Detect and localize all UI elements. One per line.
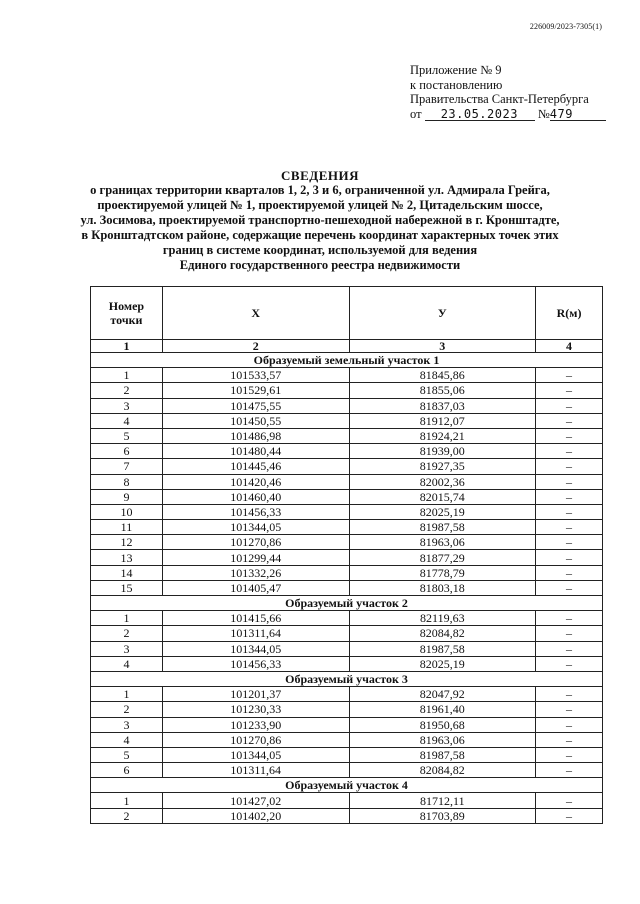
- cell-point-number: 7: [91, 459, 163, 474]
- cell-y: 82047,92: [349, 687, 536, 702]
- cell-x: 101475,55: [162, 398, 349, 413]
- cell-y: 81987,58: [349, 641, 536, 656]
- table-row: [91, 763, 603, 778]
- cell-point-number: 3: [91, 717, 163, 732]
- cell-radius: –: [536, 550, 603, 565]
- table-row: [91, 732, 603, 747]
- cell-radius: –: [536, 398, 603, 413]
- cell-radius: –: [536, 611, 603, 626]
- coordinates-table: [90, 286, 603, 824]
- cell-x: 101529,61: [162, 383, 349, 398]
- cell-x: 101344,05: [162, 641, 349, 656]
- cell-y: 82002,36: [349, 474, 536, 489]
- cell-point-number: 12: [91, 535, 163, 550]
- from-label: от: [410, 106, 422, 121]
- section-row: [91, 353, 603, 368]
- title-subtitle: [0, 183, 640, 273]
- cell-x: 101344,05: [162, 747, 349, 762]
- cell-point-number: 9: [91, 489, 163, 504]
- cell-y: 81963,06: [349, 535, 536, 550]
- table-row: [91, 489, 603, 504]
- cell-y: 81987,58: [349, 520, 536, 535]
- cell-point-number: 15: [91, 580, 163, 595]
- cell-x: 101405,47: [162, 580, 349, 595]
- section-row: [91, 778, 603, 793]
- cell-point-number: 4: [91, 656, 163, 671]
- table-row: [91, 550, 603, 565]
- section-title: Образуемый земельный участок 1: [91, 353, 603, 368]
- cell-x: 101445,46: [162, 459, 349, 474]
- cell-point-number: 2: [91, 808, 163, 823]
- table-row: [91, 428, 603, 443]
- cell-y: 82015,74: [349, 489, 536, 504]
- cell-y: 81927,35: [349, 459, 536, 474]
- cell-point-number: 3: [91, 641, 163, 656]
- cell-y: 82025,19: [349, 656, 536, 671]
- cell-radius: –: [536, 535, 603, 550]
- cell-x: 101270,86: [162, 732, 349, 747]
- date-underline: [425, 108, 535, 121]
- cell-y: 81987,58: [349, 747, 536, 762]
- cell-x: 101311,64: [162, 763, 349, 778]
- cell-x: 101332,26: [162, 565, 349, 580]
- cell-radius: –: [536, 641, 603, 656]
- decree-number: 479: [549, 106, 573, 121]
- cell-y: 81703,89: [349, 808, 536, 823]
- cell-x: 101415,66: [162, 611, 349, 626]
- cell-point-number: 4: [91, 413, 163, 428]
- column-number-row: [91, 340, 603, 353]
- cell-x: 101480,44: [162, 444, 349, 459]
- cell-radius: –: [536, 368, 603, 383]
- cell-radius: –: [536, 520, 603, 535]
- cell-x: 101270,86: [162, 535, 349, 550]
- title-line: в Кронштадтском районе, содержащие перечень координат характерных точек этих: [81, 228, 559, 242]
- table-row: [91, 565, 603, 580]
- cell-y: 81939,00: [349, 444, 536, 459]
- table-row: [91, 626, 603, 641]
- section-title: Образуемый участок 2: [91, 596, 603, 611]
- table-row: [91, 641, 603, 656]
- cell-y: 81803,18: [349, 580, 536, 595]
- document-id: 226009/2023-7305(1): [529, 22, 602, 31]
- cell-point-number: 10: [91, 504, 163, 519]
- cell-y: 81912,07: [349, 413, 536, 428]
- cell-x: 101402,20: [162, 808, 349, 823]
- table-row: [91, 504, 603, 519]
- section-title: Образуемый участок 4: [91, 778, 603, 793]
- table-row: [91, 793, 603, 808]
- cell-x: 101450,55: [162, 413, 349, 428]
- cell-x: 101420,46: [162, 474, 349, 489]
- section-title: Образуемый участок 3: [91, 671, 603, 686]
- appendix-block: [410, 63, 610, 121]
- cell-point-number: 2: [91, 702, 163, 717]
- cell-x: 101344,05: [162, 520, 349, 535]
- cell-x: 101486,98: [162, 428, 349, 443]
- table-row: [91, 611, 603, 626]
- decree-date: 23.05.2023: [440, 106, 518, 121]
- cell-point-number: 1: [91, 368, 163, 383]
- cell-radius: –: [536, 459, 603, 474]
- section-row: [91, 596, 603, 611]
- table-row: [91, 520, 603, 535]
- header-x: Х: [162, 287, 349, 340]
- cell-radius: –: [536, 732, 603, 747]
- cell-radius: –: [536, 383, 603, 398]
- table-row: [91, 580, 603, 595]
- cell-radius: –: [536, 656, 603, 671]
- title-line: ул. Зосимова, проектируемой транспортно-пешеходной набережной в г. Кронштадте,: [80, 213, 560, 227]
- cell-y: 82025,19: [349, 504, 536, 519]
- cell-x: 101460,40: [162, 489, 349, 504]
- cell-x: 101299,44: [162, 550, 349, 565]
- cell-y: 81877,29: [349, 550, 536, 565]
- cell-y: 81778,79: [349, 565, 536, 580]
- number-label: №: [537, 106, 550, 121]
- cell-y: 81712,11: [349, 793, 536, 808]
- cell-y: 81924,21: [349, 428, 536, 443]
- appendix-line-3: Правительства Санкт-Петербурга: [410, 92, 589, 106]
- table-row: [91, 717, 603, 732]
- cell-y: 81837,03: [349, 398, 536, 413]
- cell-x: 101201,37: [162, 687, 349, 702]
- title-heading: СВЕДЕНИЯ: [281, 168, 359, 183]
- cell-y: 81961,40: [349, 702, 536, 717]
- table-row: [91, 702, 603, 717]
- cell-point-number: 6: [91, 763, 163, 778]
- cell-point-number: 5: [91, 747, 163, 762]
- table-row: [91, 444, 603, 459]
- title-line: границ в системе координат, используемой для ведения: [162, 243, 478, 257]
- table-row: [91, 535, 603, 550]
- cell-radius: –: [536, 413, 603, 428]
- cell-point-number: 1: [91, 687, 163, 702]
- cell-radius: –: [536, 793, 603, 808]
- cell-radius: –: [536, 489, 603, 504]
- cell-radius: –: [536, 504, 603, 519]
- cell-y: 82119,63: [349, 611, 536, 626]
- header-y: У: [349, 287, 536, 340]
- cell-radius: –: [536, 565, 603, 580]
- table-row: [91, 747, 603, 762]
- cell-y: 82084,82: [349, 763, 536, 778]
- col-num-4: 4: [536, 340, 603, 353]
- cell-point-number: 14: [91, 565, 163, 580]
- cell-y: 81963,06: [349, 732, 536, 747]
- cell-radius: –: [536, 444, 603, 459]
- cell-y: 81855,06: [349, 383, 536, 398]
- table-row: [91, 368, 603, 383]
- section-row: [91, 671, 603, 686]
- table-row: [91, 413, 603, 428]
- cell-radius: –: [536, 580, 603, 595]
- header-point-number: Номер точки: [91, 287, 163, 340]
- cell-point-number: 4: [91, 732, 163, 747]
- col-num-1: 1: [91, 340, 163, 353]
- title-line: Единого государственного реестра недвижимости: [179, 258, 461, 272]
- cell-x: 101230,33: [162, 702, 349, 717]
- document-title: [0, 168, 640, 273]
- table-row: [91, 808, 603, 823]
- cell-point-number: 2: [91, 626, 163, 641]
- cell-y: 82084,82: [349, 626, 536, 641]
- cell-y: 81845,86: [349, 368, 536, 383]
- title-line: о границах территории кварталов 1, 2, 3 и 6, ограниченной ул. Адмирала Грейга,: [90, 183, 550, 197]
- cell-radius: –: [536, 747, 603, 762]
- col-num-3: 3: [349, 340, 536, 353]
- cell-point-number: 5: [91, 428, 163, 443]
- cell-radius: –: [536, 474, 603, 489]
- cell-point-number: 1: [91, 793, 163, 808]
- table-row: [91, 474, 603, 489]
- cell-x: 101233,90: [162, 717, 349, 732]
- cell-radius: –: [536, 626, 603, 641]
- cell-point-number: 6: [91, 444, 163, 459]
- cell-x: 101456,33: [162, 504, 349, 519]
- cell-x: 101311,64: [162, 626, 349, 641]
- cell-point-number: 1: [91, 611, 163, 626]
- cell-point-number: 11: [91, 520, 163, 535]
- cell-point-number: 13: [91, 550, 163, 565]
- header-radius: R(м): [536, 287, 603, 340]
- cell-point-number: 2: [91, 383, 163, 398]
- table-header-row: [91, 287, 603, 340]
- appendix-date-line: [410, 107, 606, 122]
- title-line: проектируемой улицей № 1, проектируемой улицей № 2, Цитадельским шоссе,: [97, 198, 543, 212]
- table-row: [91, 656, 603, 671]
- cell-y: 81950,68: [349, 717, 536, 732]
- cell-point-number: 3: [91, 398, 163, 413]
- cell-x: 101456,33: [162, 656, 349, 671]
- table-row: [91, 383, 603, 398]
- table-row: [91, 687, 603, 702]
- appendix-line-1: Приложение № 9: [410, 63, 502, 77]
- cell-radius: –: [536, 687, 603, 702]
- appendix-line-2: к постановлению: [410, 77, 503, 92]
- cell-radius: –: [536, 808, 603, 823]
- cell-radius: –: [536, 763, 603, 778]
- cell-point-number: 8: [91, 474, 163, 489]
- table-row: [91, 398, 603, 413]
- cell-x: 101533,57: [162, 368, 349, 383]
- col-num-2: 2: [162, 340, 349, 353]
- cell-radius: –: [536, 702, 603, 717]
- cell-radius: –: [536, 717, 603, 732]
- number-underline: [550, 108, 606, 121]
- cell-x: 101427,02: [162, 793, 349, 808]
- cell-radius: –: [536, 428, 603, 443]
- table-row: [91, 459, 603, 474]
